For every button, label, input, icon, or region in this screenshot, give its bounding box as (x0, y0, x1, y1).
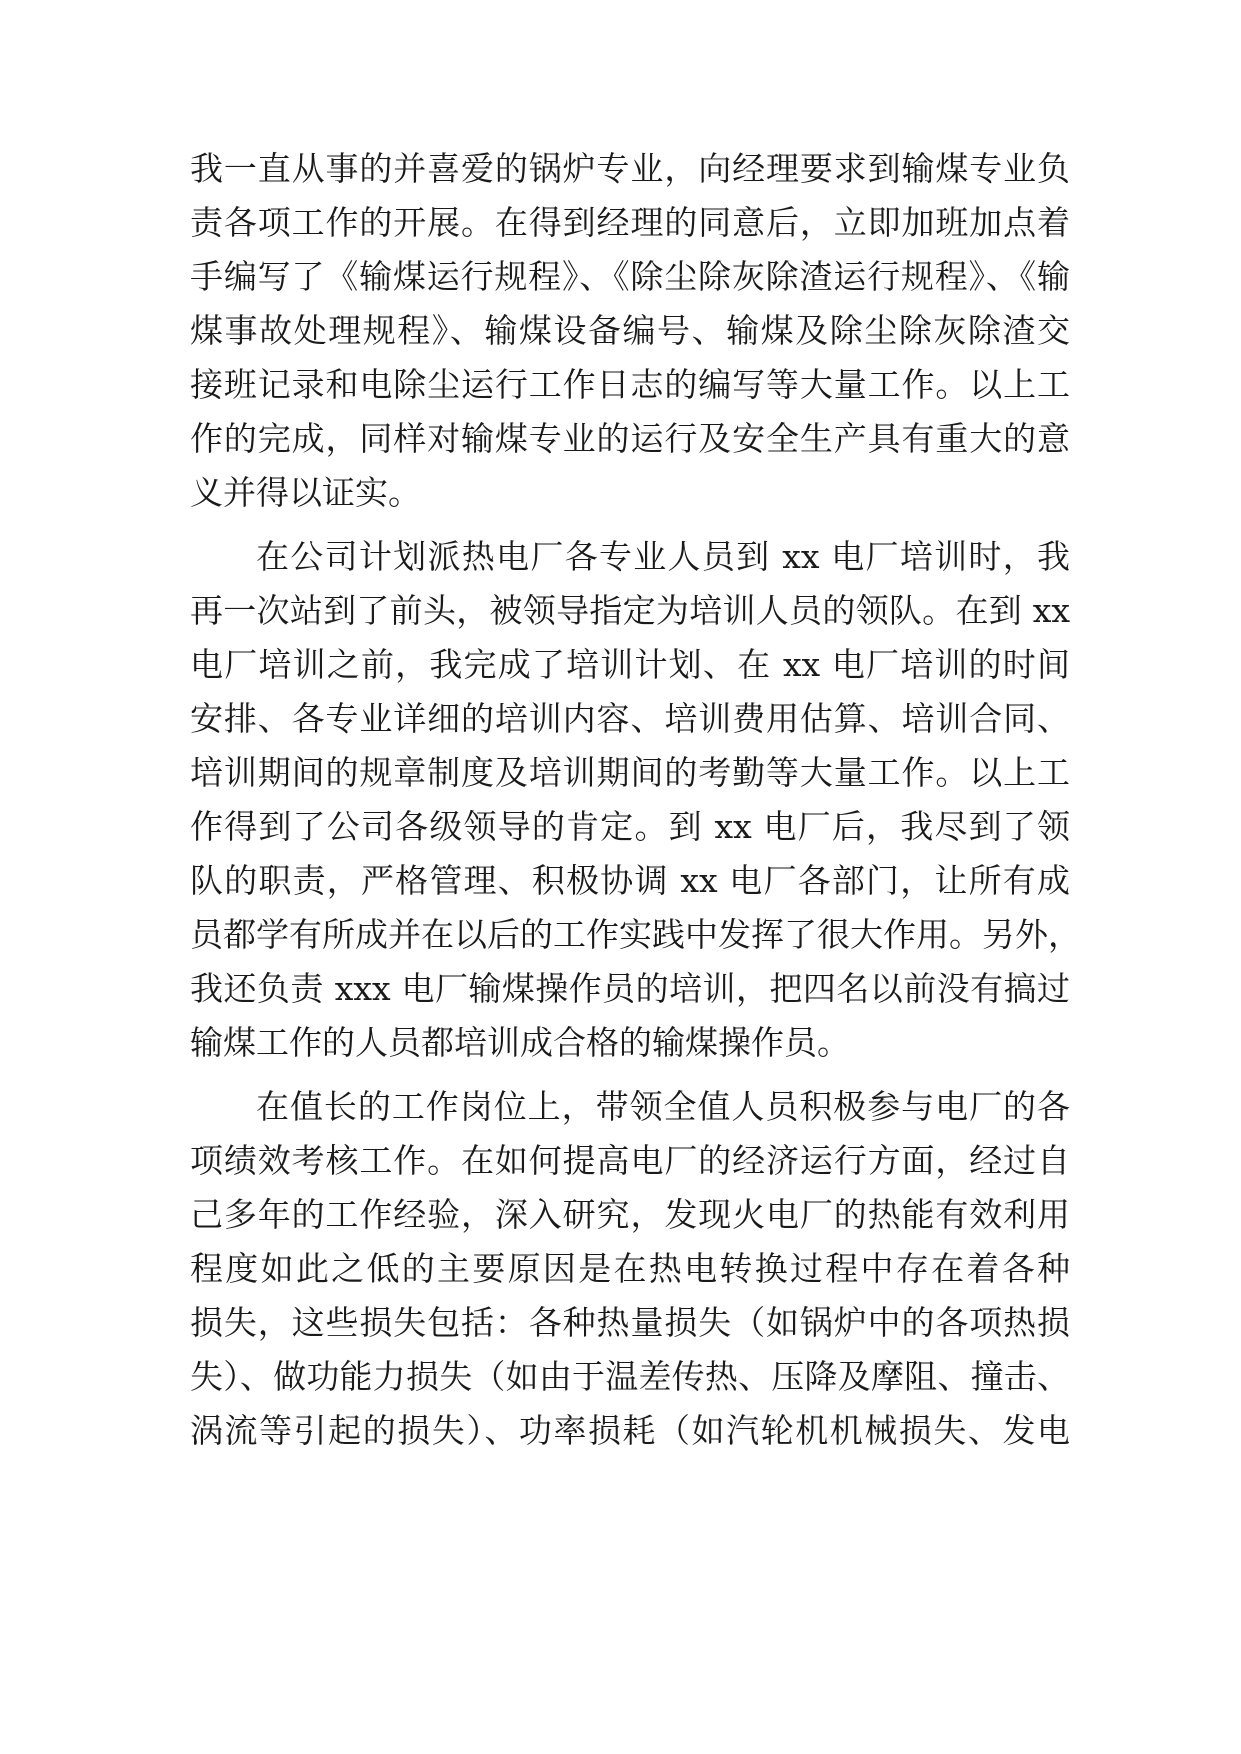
text-line: 手编写了《输煤运行规程》、《除尘除灰除渣运行规程》、《输 (190, 257, 1070, 296)
text-line: 培训期间的规章制度及培训期间的考勤等大量工作。以上工 (190, 753, 1070, 792)
text-line: 我一直从事的并喜爱的锅炉专业，向经理要求到输煤专业负 (190, 149, 1070, 188)
text-line: 再一次站到了前头，被领导指定为培训人员的领队。在到 xx (190, 591, 1070, 630)
text-line: 电厂培训之前，我完成了培训计划、在 xx 电厂培训的时间 (190, 645, 1070, 684)
text-line: 义并得以证实。 (190, 473, 421, 512)
text-line: 程度如此之低的主要原因是在热电转换过程中存在着各种 (190, 1249, 1070, 1288)
text-line: 安排、各专业详细的培训内容、培训费用估算、培训合同、 (190, 699, 1070, 738)
text-line: 项绩效考核工作。在如何提高电厂的经济运行方面，经过自 (190, 1141, 1070, 1180)
text-line: 己多年的工作经验，深入研究，发现火电厂的热能有效利用 (190, 1195, 1070, 1234)
text-line: 责各项工作的开展。在得到经理的同意后，立即加班加点着 (190, 203, 1070, 242)
text-line: 失）、做功能力损失（如由于温差传热、压降及摩阻、撞击、 (190, 1357, 1070, 1396)
text-line: 在值长的工作岗位上，带领全值人员积极参与电厂的各 (256, 1087, 1070, 1126)
text-line: 作得到了公司各级领导的肯定。到 xx 电厂后，我尽到了领 (190, 807, 1070, 846)
text-line: 煤事故处理规程》、输煤设备编号、输煤及除尘除灰除渣交 (190, 311, 1070, 350)
text-line: 损失，这些损失包括：各种热量损失（如锅炉中的各项热损 (190, 1303, 1070, 1342)
text-line: 队的职责，严格管理、积极协调 xx 电厂各部门，让所有成 (190, 861, 1070, 900)
text-line: 员都学有所成并在以后的工作实践中发挥了很大作用。另外， (190, 915, 1081, 954)
text-line: 我还负责 xxx 电厂输煤操作员的培训，把四名以前没有搞过 (190, 969, 1070, 1008)
text-line: 在公司计划派热电厂各专业人员到 xx 电厂培训时，我 (256, 537, 1070, 576)
text-line: 输煤工作的人员都培训成合格的输煤操作员。 (190, 1023, 850, 1062)
text-line: 接班记录和电除尘运行工作日志的编写等大量工作。以上工 (190, 365, 1070, 404)
text-line: 作的完成，同样对输煤专业的运行及安全生产具有重大的意 (190, 419, 1070, 458)
text-line: 涡流等引起的损失）、功率损耗（如汽轮机机械损失、发电 (190, 1411, 1070, 1450)
